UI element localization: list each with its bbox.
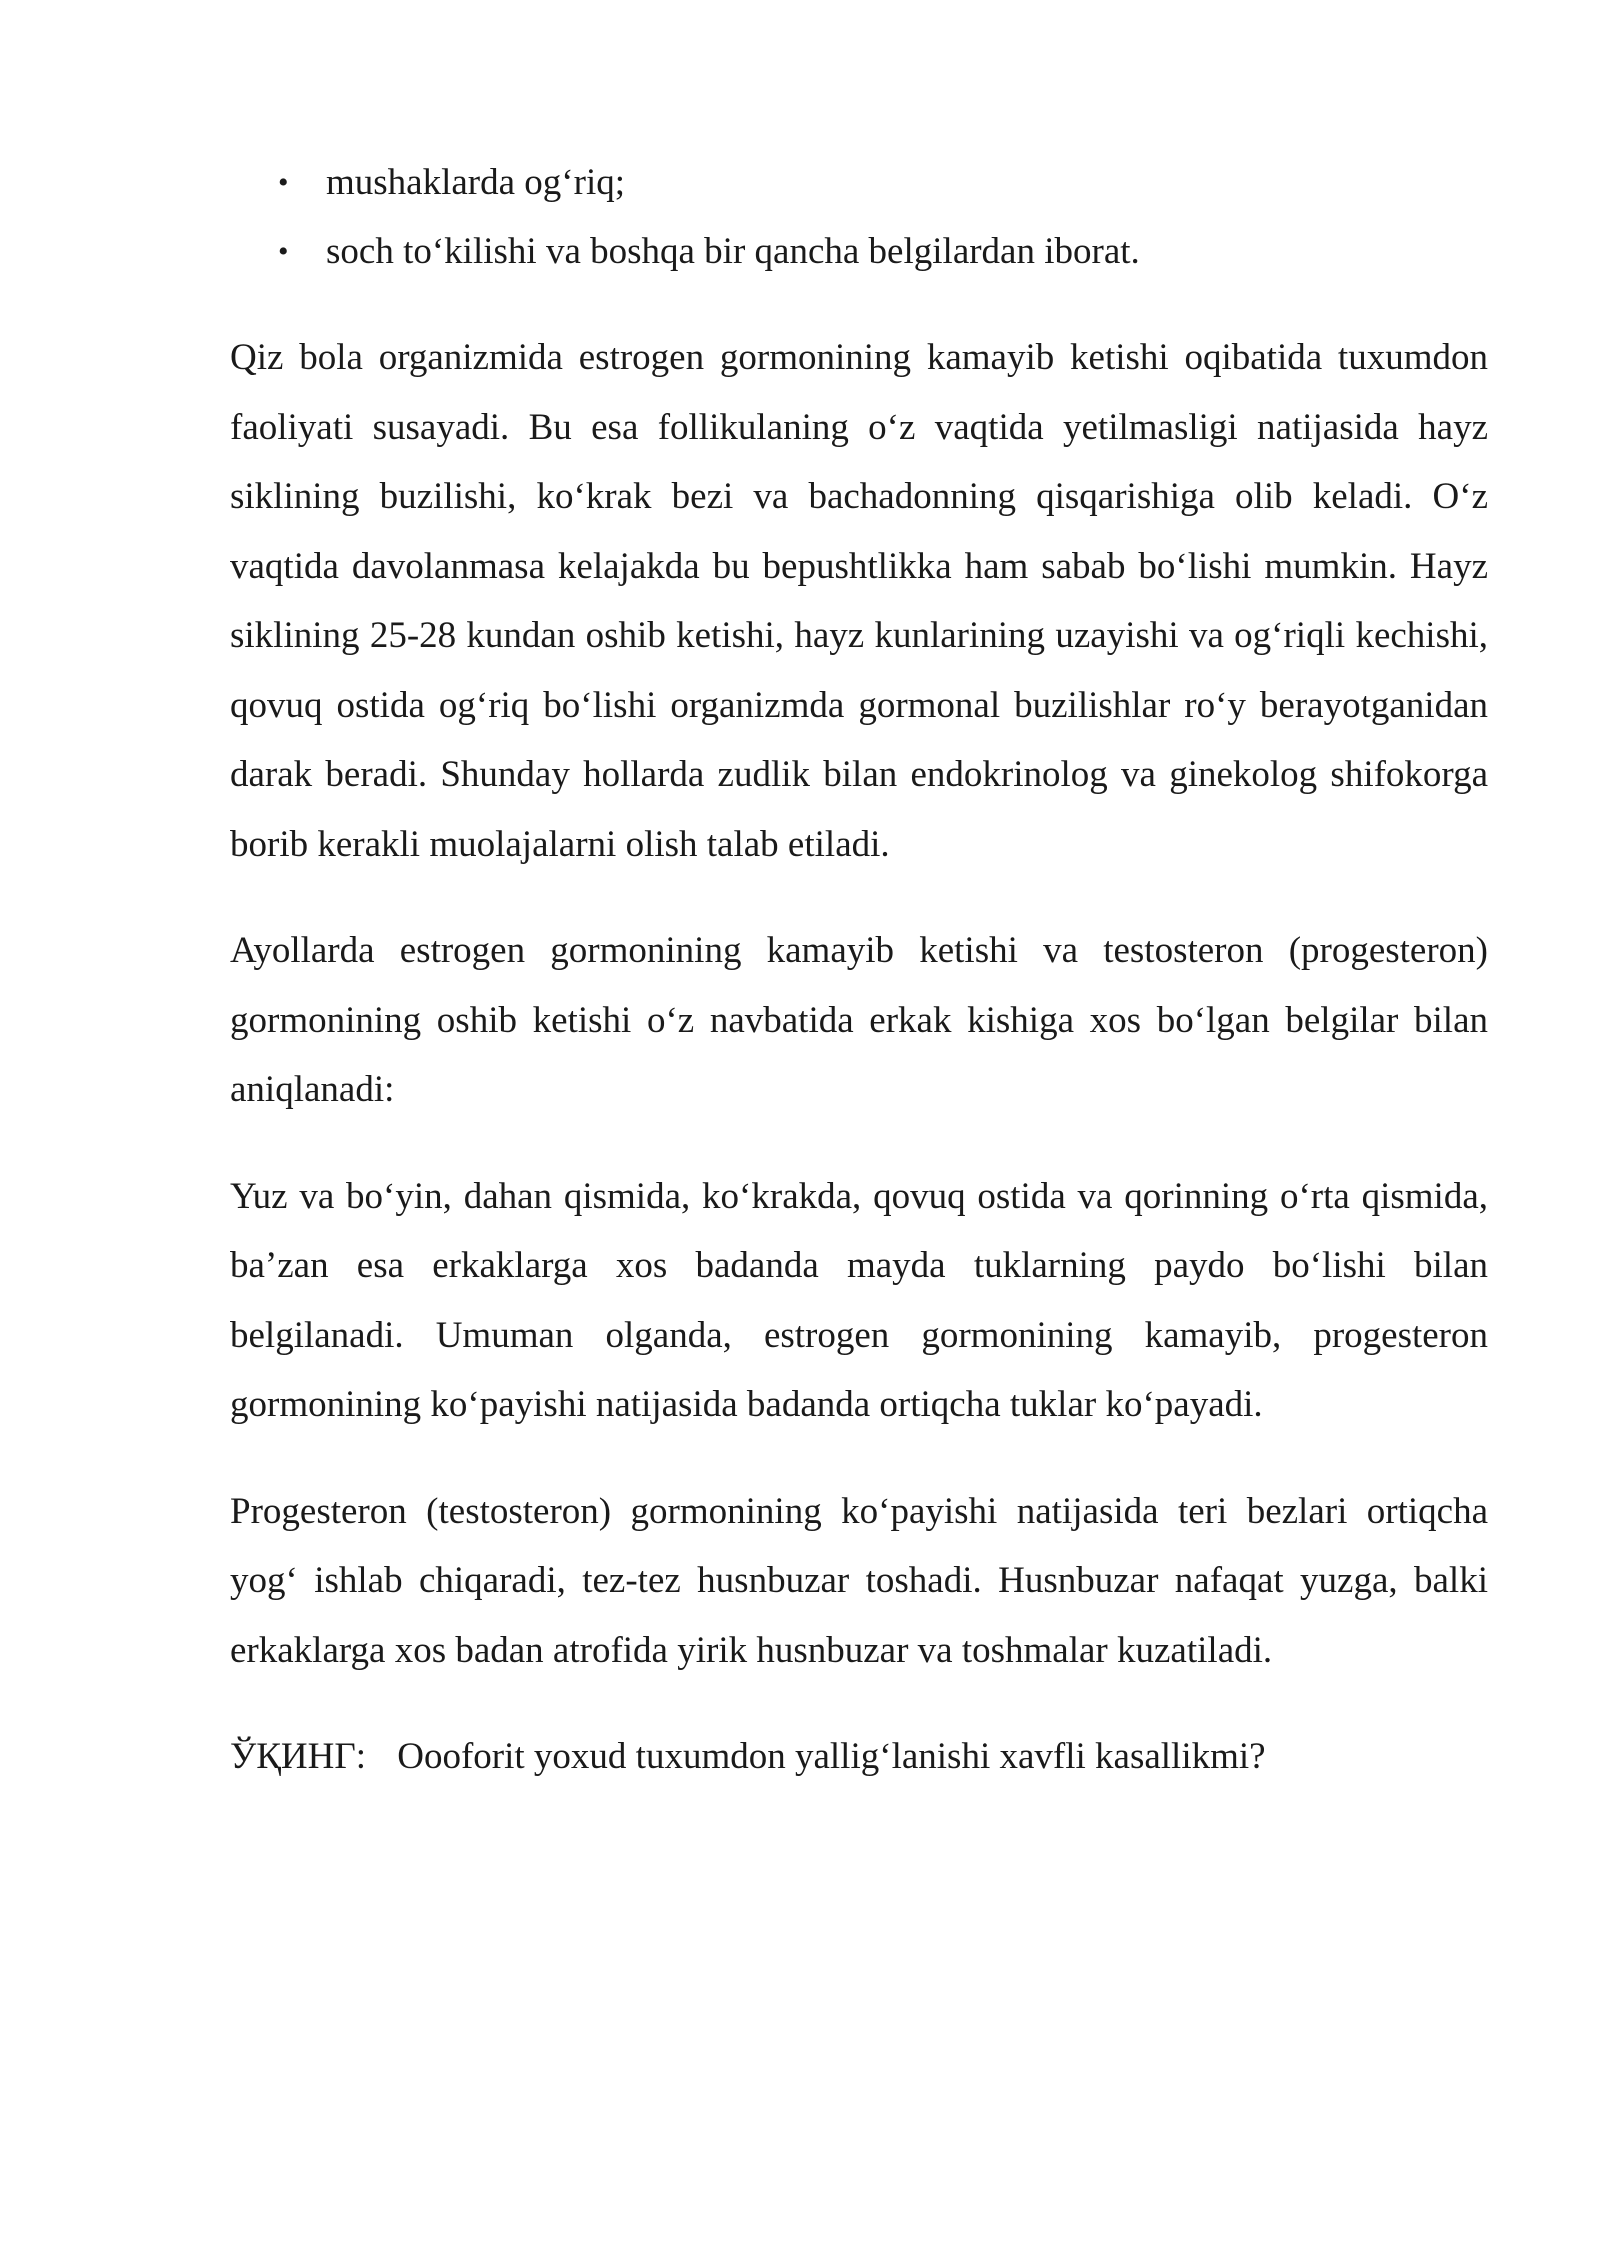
read-more-line [230, 1722, 1488, 1791]
read-more-label: ЎҚИНГ: [230, 1736, 366, 1777]
read-more-link[interactable]: Oooforit yoxud tuxumdon yallig‘lanishi xavfli kasallikmi? [397, 1736, 1266, 1777]
bullet-icon: • [278, 235, 289, 268]
list-item [230, 148, 1488, 217]
document-page [230, 148, 1488, 1791]
paragraph-estrogen-girls: Qiz bola organizmida estrogen gormonining kamayib ketishi oqibatida tuxumdon faoliyati susayadi. Bu esa follikulaning o‘z vaqtida yetilmasligi natijasida hayz siklining buzilishi, ko‘krak bezi va bachadonning qisqarishiga olib keladi. O‘z vaqtida davolanmasa kelajakda bu bepushtlikka ham sabab bo‘lishi mumkin. Hayz siklining 25-28 kundan oshib ketishi, hayz kunlarining uzayishi va og‘riqli kechishi, qovuq ostida og‘riq bo‘lishi organizmda gormonal buzilishlar ro‘y berayotganidan darak beradi. Shunday hollarda zudlik bilan endokrinolog va ginekolog shifokorga borib kerakli muolajalarni olish talab etiladi. [230, 337, 1488, 865]
list-item [230, 217, 1488, 286]
paragraph-acne: Progesteron (testosteron) gormonining ko‘payishi natijasida teri bezlari ortiqcha yog‘ ishlab chiqaradi, tez-tez husnbuzar toshadi. Husnbuzar nafaqat yuzga, balki erkaklarga xos badan atrofida yirik husnbuzar va toshmalar kuzatiladi. [230, 1490, 1488, 1671]
bullet-icon: • [278, 166, 289, 199]
list-item-text: soch to‘kilishi va boshqa bir qancha belgilardan iborat. [326, 231, 1140, 272]
list-item-text: mushaklarda og‘riq; [326, 162, 625, 203]
paragraph-hair-growth: Yuz va bo‘yin, dahan qismida, ko‘krakda, qovuq ostida va qorinning o‘rta qismida, ba’zan esa erkaklarga xos badanda mayda tuklarning paydo bo‘lishi bilan belgilanadi. Umuman olganda, estrogen gormonining kamayib, progesteron gormonining ko‘payishi natijasida badanda ortiqcha tuklar ko‘payadi. [230, 1175, 1488, 1425]
symptom-list [230, 148, 1488, 286]
paragraph-estrogen-women: Ayollarda estrogen gormonining kamayib ketishi va testosteron (progesteron) gormonining oshib ketishi o‘z navbatida erkak kishiga xos bo‘lgan belgilar bilan aniqlanadi: [230, 930, 1488, 1110]
